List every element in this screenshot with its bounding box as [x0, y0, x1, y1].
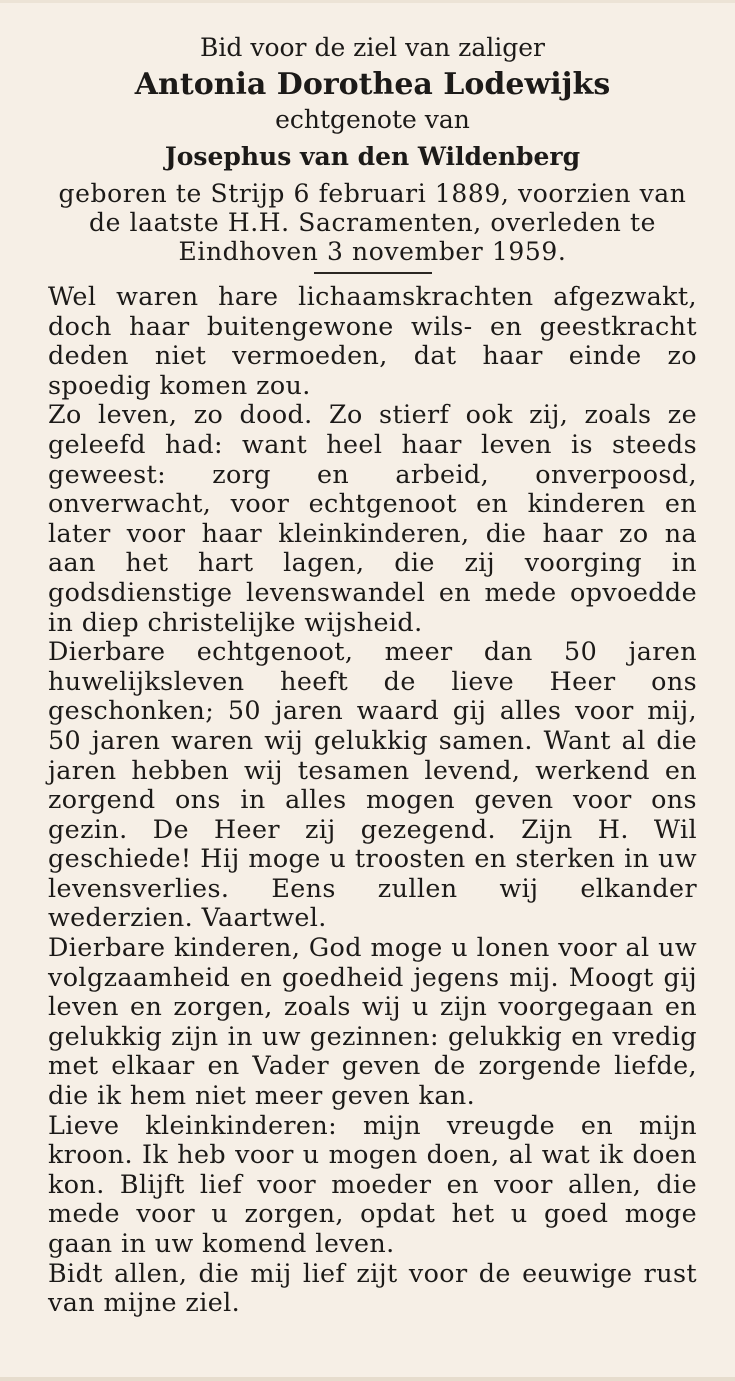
paragraph-spouse: Dierbare echtgenoot, meer dan 50 jaren huwelijksleven heeft de lieve Heer ons geschonken; 50 jaren waard gij alles voor mij, 50 jaren waren wij gelukkig samen. Want al die jaren hebben wij tesamen levend, werkend en zorgend ons in alles mogen geven voor ons gezin. De Heer zij gezegend. Zijn H. Wil geschiede! Hij moge u troosten en sterken in uw levensverlies. Eens zullen wij elkander wederzien. Vaartwel. — [48, 636, 697, 933]
card-body — [48, 282, 697, 1318]
paragraph-reflection: Wel waren hare lichaamskrachten afgezwakt, doch haar buitengewone wils- en geestkracht deden niet vermoeden, dat haar einde zo spoedig komen zou. — [48, 281, 697, 400]
paragraph-grandchildren: Lieve kleinkinderen: mijn vreugde en mijn kroon. Ik heb voor u mogen doen, al wat ik doen kon. Blijft lief voor moeder en voor allen, die mede voor u zorgen, opdat het u goed moge gaan in uw komend leven. — [48, 1109, 697, 1258]
paragraph-children: Dierbare kinderen, God moge u lonen voor al uw volgzaamheid en goedheid jegens mij. Moogt gij leven en zorgen, zoals wij u zijn voorgegaan en gelukkig zijn in uw gezinnen: gelukkig en vredig met elkaar en Vader geven de zorgende liefde, die ik hem niet meer geven kan. — [48, 932, 697, 1111]
card-header — [48, 31, 697, 266]
life-details: geboren te Strijp 6 februari 1889, voorzien van de laatste H.H. Sacramenten, overleden te Eindhoven 3 november 1959. — [58, 179, 687, 266]
relation-line: echtgenote van — [275, 105, 470, 134]
paragraph-prayer: Bidt allen, die mij lief zijt voor de eeuwige rust van mijne ziel. — [48, 1257, 697, 1318]
divider-line — [314, 272, 432, 274]
paragraph-life: Zo leven, zo dood. Zo stierf ook zij, zoals ze geleefd had: want heel haar leven is steeds geweest: zorg en arbeid, onverpoosd, onverwacht, voor echtgenoot en kinderen en later voor haar kleinkinderen, die haar zo na aan het hart lagen, die zij voorging in godsdienstige levenswandel en mede opvoedde in diep christelijke wijsheid. — [48, 399, 697, 637]
deceased-name: Antonia Dorothea Lodewijks — [134, 67, 611, 102]
prayer-intro: Bid voor de ziel van zaliger — [200, 33, 545, 62]
husband-name: Josephus van den Wildenberg — [164, 142, 581, 171]
